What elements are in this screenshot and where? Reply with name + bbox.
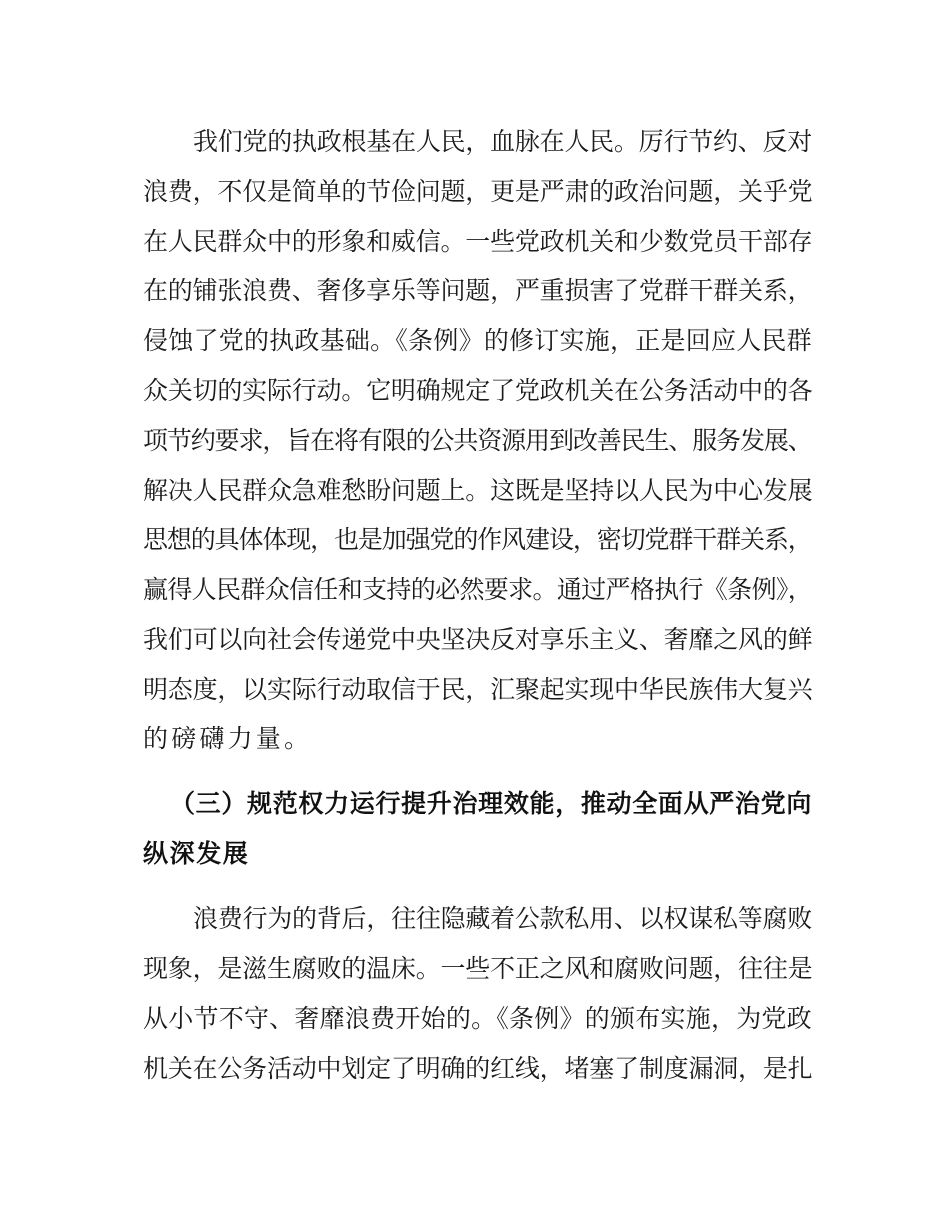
paragraph-line: 机关在公务活动中划定了明确的红线，堵塞了制度漏洞，是扎 (143, 1054, 813, 1083)
paragraph-line: 思想的具体体现，也是加强党的作风建设，密切党群干群关系， (143, 525, 812, 554)
paragraph-line: 众关切的实际行动。它明确规定了党政机关在公务活动中的各 (143, 376, 813, 405)
paragraph-line: 浪费行为的背后，往往隐藏着公款私用、以权谋私等腐败 (193, 904, 813, 933)
paragraph-line: 我们党的执政根基在人民，血脉在人民。厉行节约、反对 (193, 127, 813, 156)
paragraph-line: 明态度，以实际行动取信于民，汇聚起实现中华民族伟大复兴 (143, 675, 813, 704)
paragraph-line: 项节约要求，旨在将有限的公共资源用到改善民生、服务发展、 (143, 426, 812, 455)
heading-line: 纵深发展 (143, 839, 250, 868)
heading-line: （三）规范权力运行提升治理效能，推动全面从严治党向 (170, 789, 813, 818)
paragraph-line: 从小节不守、奢靡浪费开始的。《条例》的颁布实施，为党政 (143, 1004, 812, 1033)
paragraph-line: 现象，是滋生腐败的温床。一些不正之风和腐败问题，往往是 (143, 954, 813, 983)
paragraph-line: 侵蚀了党的执政基础。《条例》的修订实施，正是回应人民群 (143, 326, 812, 355)
paragraph-line: 我们可以向社会传递党中央坚决反对享乐主义、奢靡之风的鲜 (143, 625, 813, 654)
paragraph-line: 在人民群众中的形象和威信。一些党政机关和少数党员干部存 (143, 227, 813, 256)
paragraph-line: 的磅礴力量。 (143, 724, 313, 753)
paragraph-line: 浪费，不仅是简单的节俭问题，更是严肃的政治问题，关乎党 (143, 177, 813, 206)
paragraph-line: 赢得人民群众信任和支持的必然要求。通过严格执行《条例》， (143, 575, 813, 604)
paragraph-line: 解决人民群众急难愁盼问题上。这既是坚持以人民为中心发展 (143, 476, 813, 505)
paragraph-line: 在的铺张浪费、奢侈享乐等问题，严重损害了党群干群关系， (143, 276, 813, 305)
